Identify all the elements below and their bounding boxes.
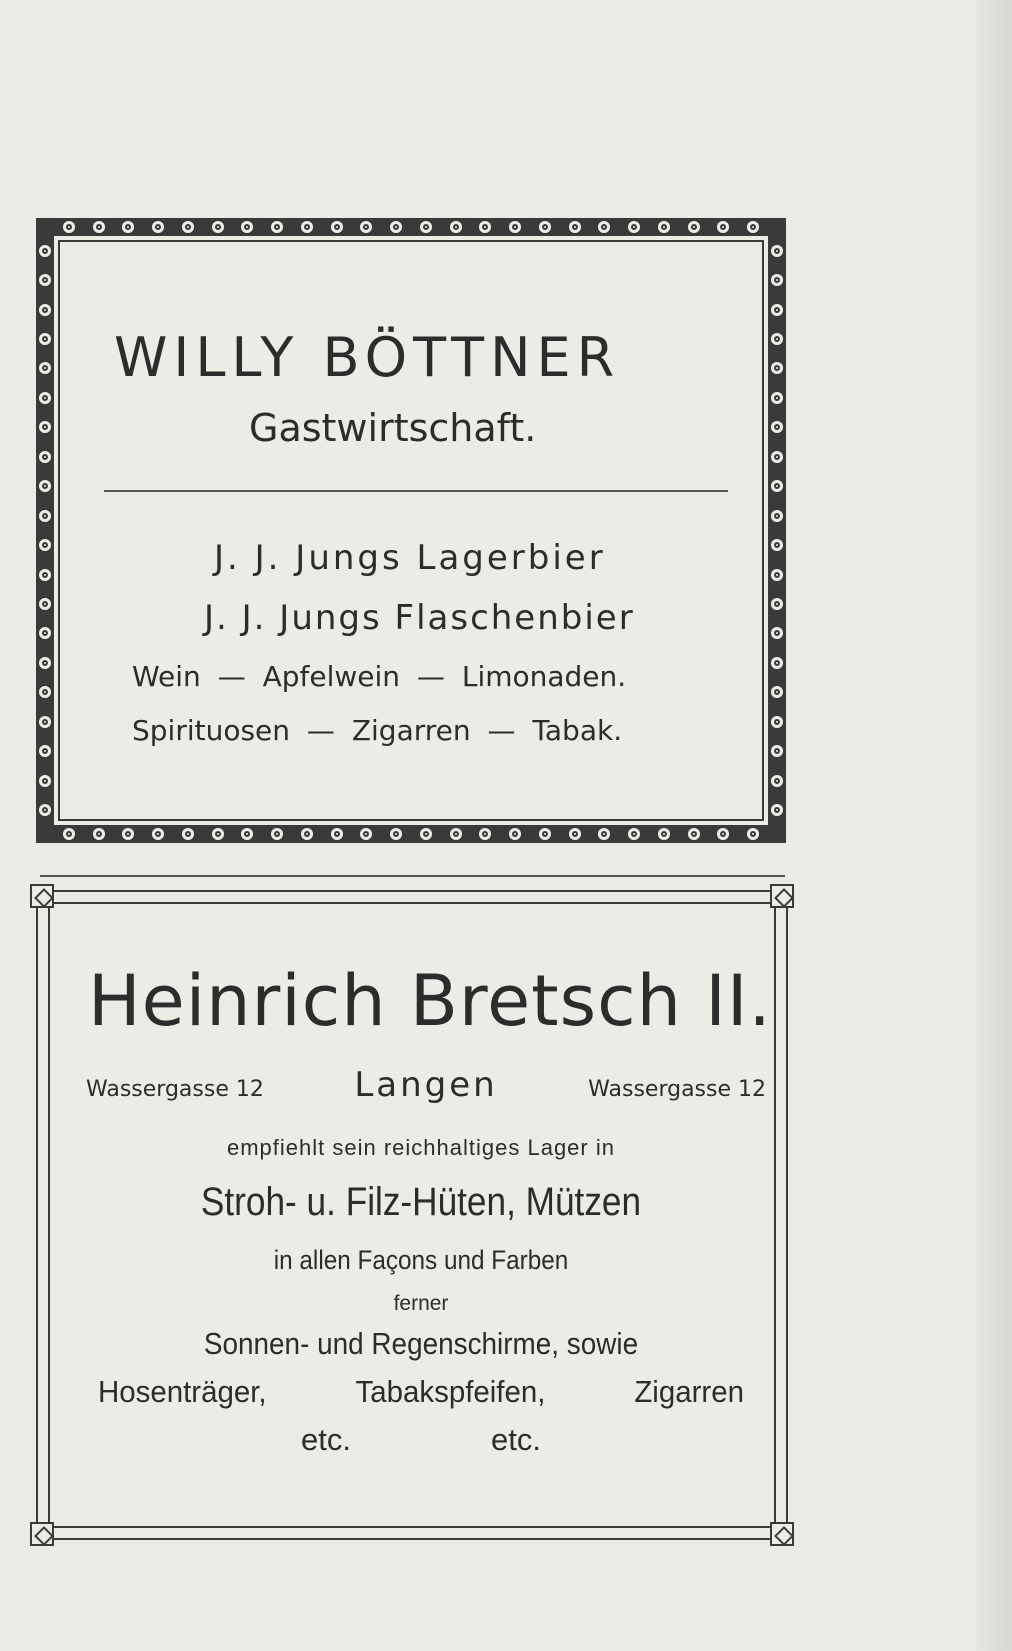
intro-text: empfiehlt sein reichhaltiges Lager in bbox=[227, 1135, 615, 1160]
ad-bretsch bbox=[36, 890, 788, 1540]
ad-boettner bbox=[36, 218, 786, 843]
trefoil-ornament-icon bbox=[241, 828, 253, 840]
trefoil-ornament-icon bbox=[771, 686, 783, 698]
section-divider bbox=[40, 875, 785, 877]
trefoil-ornament-icon bbox=[39, 245, 51, 257]
address-line bbox=[86, 1065, 766, 1105]
offer-line-drinks: Wein — Apfelwein — Limonaden. bbox=[132, 660, 627, 693]
trefoil-ornament-icon bbox=[122, 221, 134, 233]
ornament-border-right bbox=[768, 236, 786, 825]
item-zigarren: Zigarren bbox=[634, 1374, 744, 1409]
ornament-border-bottom bbox=[54, 825, 768, 843]
divider bbox=[104, 490, 728, 492]
trefoil-ornament-icon bbox=[771, 804, 783, 816]
trefoil-ornament-icon bbox=[771, 274, 783, 286]
corner-ornament-icon bbox=[770, 884, 794, 908]
trefoil-ornament-icon bbox=[747, 221, 759, 233]
trefoil-ornament-icon bbox=[39, 804, 51, 816]
trefoil-ornament-icon bbox=[122, 828, 134, 840]
trefoil-ornament-icon bbox=[450, 828, 462, 840]
trefoil-ornament-icon bbox=[717, 221, 729, 233]
trefoil-ornament-icon bbox=[771, 451, 783, 463]
etc-2: etc. bbox=[491, 1422, 541, 1457]
trefoil-ornament-icon bbox=[39, 745, 51, 757]
name-first: WILLY bbox=[114, 326, 300, 389]
trefoil-ornament-icon bbox=[212, 828, 224, 840]
trefoil-ornament-icon bbox=[241, 221, 253, 233]
town-name: Langen bbox=[354, 1065, 498, 1105]
trefoil-ornament-icon bbox=[771, 657, 783, 669]
trefoil-ornament-icon bbox=[771, 362, 783, 374]
trefoil-ornament-icon bbox=[212, 221, 224, 233]
trefoil-ornament-icon bbox=[771, 627, 783, 639]
trefoil-ornament-icon bbox=[39, 598, 51, 610]
page-edge bbox=[976, 0, 1012, 1651]
etc-1: etc. bbox=[301, 1422, 351, 1457]
trefoil-ornament-icon bbox=[479, 828, 491, 840]
trefoil-ornament-icon bbox=[152, 828, 164, 840]
trefoil-ornament-icon bbox=[39, 451, 51, 463]
trefoil-ornament-icon bbox=[771, 392, 783, 404]
trefoil-ornament-icon bbox=[628, 828, 640, 840]
trefoil-ornament-icon bbox=[717, 828, 729, 840]
trefoil-ornament-icon bbox=[360, 221, 372, 233]
item-tabakspfeifen: Tabakspfeifen, bbox=[355, 1374, 546, 1409]
ferner-text: ferner bbox=[393, 1292, 449, 1315]
trefoil-ornament-icon bbox=[771, 304, 783, 316]
trefoil-ornament-icon bbox=[771, 245, 783, 257]
trefoil-ornament-icon bbox=[450, 221, 462, 233]
trefoil-ornament-icon bbox=[747, 828, 759, 840]
trefoil-ornament-icon bbox=[688, 828, 700, 840]
trefoil-ornament-icon bbox=[628, 221, 640, 233]
trefoil-ornament-icon bbox=[771, 539, 783, 551]
trefoil-ornament-icon bbox=[771, 569, 783, 581]
trefoil-ornament-icon bbox=[39, 480, 51, 492]
trefoil-ornament-icon bbox=[658, 828, 670, 840]
trefoil-ornament-icon bbox=[420, 828, 432, 840]
business-name: Heinrich Bretsch II. bbox=[88, 960, 772, 1042]
umbrellas-text: Sonnen- und Regenschirme, sowie bbox=[203, 1326, 639, 1361]
trefoil-ornament-icon bbox=[39, 362, 51, 374]
trefoil-ornament-icon bbox=[39, 569, 51, 581]
trefoil-ornament-icon bbox=[331, 221, 343, 233]
business-subtitle: Gastwirtschaft. bbox=[249, 406, 537, 450]
corner-ornament-icon bbox=[770, 1522, 794, 1546]
trefoil-ornament-icon bbox=[539, 828, 551, 840]
trefoil-ornament-icon bbox=[39, 421, 51, 433]
ornament-border-top bbox=[54, 218, 768, 236]
trefoil-ornament-icon bbox=[39, 716, 51, 728]
trefoil-ornament-icon bbox=[301, 828, 313, 840]
trefoil-ornament-icon bbox=[771, 598, 783, 610]
trefoil-ornament-icon bbox=[39, 333, 51, 345]
trefoil-ornament-icon bbox=[569, 221, 581, 233]
trefoil-ornament-icon bbox=[420, 221, 432, 233]
trefoil-ornament-icon bbox=[771, 421, 783, 433]
trefoil-ornament-icon bbox=[39, 775, 51, 787]
trefoil-ornament-icon bbox=[598, 828, 610, 840]
corner-ornament-icon bbox=[30, 884, 54, 908]
offer-line-tobacco: Spirituosen — Zigarren — Tabak. bbox=[132, 714, 623, 747]
etc-line bbox=[76, 1422, 766, 1458]
trefoil-ornament-icon bbox=[569, 828, 581, 840]
trefoil-ornament-icon bbox=[39, 392, 51, 404]
trefoil-ornament-icon bbox=[771, 480, 783, 492]
trefoil-ornament-icon bbox=[658, 221, 670, 233]
trefoil-ornament-icon bbox=[360, 828, 372, 840]
trefoil-ornament-icon bbox=[331, 828, 343, 840]
frame-left bbox=[36, 890, 50, 1540]
items-line bbox=[93, 1374, 749, 1410]
trefoil-ornament-icon bbox=[39, 627, 51, 639]
headline: Stroh- u. Filz-Hüten, Mützen bbox=[200, 1180, 642, 1224]
trefoil-ornament-icon bbox=[509, 828, 521, 840]
trefoil-ornament-icon bbox=[598, 221, 610, 233]
address-left: Wassergasse 12 bbox=[86, 1077, 264, 1102]
frame-right bbox=[774, 890, 788, 1540]
address-right: Wassergasse 12 bbox=[588, 1077, 766, 1102]
trefoil-ornament-icon bbox=[390, 828, 402, 840]
trefoil-ornament-icon bbox=[39, 686, 51, 698]
trefoil-ornament-icon bbox=[39, 274, 51, 286]
trefoil-ornament-icon bbox=[93, 828, 105, 840]
trefoil-ornament-icon bbox=[301, 221, 313, 233]
business-name bbox=[114, 326, 754, 389]
trefoil-ornament-icon bbox=[39, 539, 51, 551]
styles-text: in allen Façons und Farben bbox=[273, 1245, 569, 1275]
trefoil-ornament-icon bbox=[39, 510, 51, 522]
trefoil-ornament-icon bbox=[771, 716, 783, 728]
trefoil-ornament-icon bbox=[152, 221, 164, 233]
trefoil-ornament-icon bbox=[271, 221, 283, 233]
trefoil-ornament-icon bbox=[182, 828, 194, 840]
trefoil-ornament-icon bbox=[39, 657, 51, 669]
trefoil-ornament-icon bbox=[271, 828, 283, 840]
name-last: BÖTTNER bbox=[322, 326, 621, 389]
trefoil-ornament-icon bbox=[479, 221, 491, 233]
trefoil-ornament-icon bbox=[39, 304, 51, 316]
trefoil-ornament-icon bbox=[688, 221, 700, 233]
trefoil-ornament-icon bbox=[771, 745, 783, 757]
corner-ornament-icon bbox=[30, 1522, 54, 1546]
trefoil-ornament-icon bbox=[771, 333, 783, 345]
offer-line-flaschenbier: J. J. Jungs Flaschenbier bbox=[204, 598, 635, 638]
frame-top bbox=[36, 890, 788, 904]
offer-line-lagerbier: J. J. Jungs Lagerbier bbox=[214, 538, 606, 578]
trefoil-ornament-icon bbox=[182, 221, 194, 233]
trefoil-ornament-icon bbox=[63, 221, 75, 233]
trefoil-ornament-icon bbox=[509, 221, 521, 233]
frame-bottom bbox=[36, 1526, 788, 1540]
trefoil-ornament-icon bbox=[771, 775, 783, 787]
ornament-border-left bbox=[36, 236, 54, 825]
trefoil-ornament-icon bbox=[390, 221, 402, 233]
trefoil-ornament-icon bbox=[93, 221, 105, 233]
item-hosentraeger: Hosenträger, bbox=[98, 1374, 267, 1409]
trefoil-ornament-icon bbox=[539, 221, 551, 233]
trefoil-ornament-icon bbox=[63, 828, 75, 840]
trefoil-ornament-icon bbox=[771, 510, 783, 522]
